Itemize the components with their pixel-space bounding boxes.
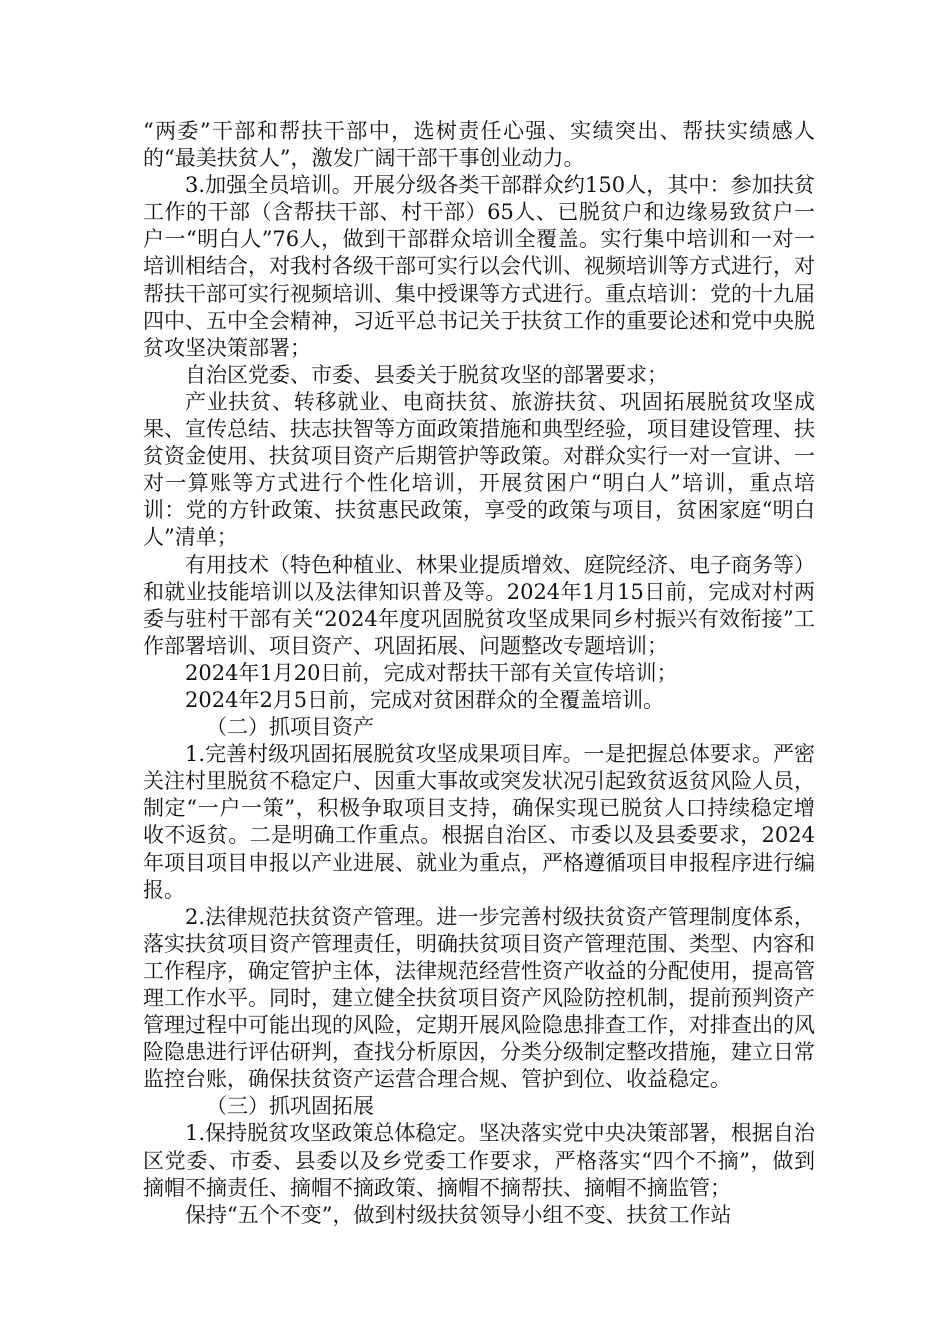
paragraph-12: 1.保持脱贫攻坚政策总体稳定。坚决落实党中央决策部署，根据自治区党委、市委、县委以及乡党委工作要求，严格落实“四个不摘”，做到摘帽不摘责任、摘帽不摘政策、摘帽不摘帮扶、摘帽不摘监管； — [143, 1121, 815, 1200]
paragraph-10: 2.法律规范扶贫资产管理。进一步完善村级扶贫资产管理制度体系，落实扶贫项目资产管理责任，明确扶贫项目资产管理范围、类型、内容和工作程序，确定管护主体，法律规范经营性资产收益的分配使用，提高管理工作水平。同时，建立健全扶贫项目资产风险防控机制，提前预判资产管理过程中可能出现的风险，定期开展风险隐患排查工作，对排查出的风险隐患进行评估研判，查找分析原因，分类分级制定整改措施，建立日常监控台账，确保扶贫资产运营合理合规、管护到位、收益稳定。 — [143, 904, 815, 1092]
paragraph-7: 2024年2月5日前，完成对贫困群众的全覆盖培训。 — [185, 687, 665, 712]
section-heading-2: （二）抓项目资产 — [206, 715, 374, 740]
paragraph-4: 产业扶贫、转移就业、电商扶贫、旅游扶贫、巩固拓展脱贫攻坚成果、宣传总结、扶志扶智等方面政策措施和典型经验，项目建设管理、扶贫资金使用、扶贫项目资产后期管护等政策。对群众实行一对一宣讲、一对一算账等方式进行个性化培训，开展贫困户“明白人”培训，重点培训：党的方针政策、扶贫惠民政策，享受的政策与项目，贫困家庭“明白人”清单； — [143, 389, 815, 550]
document-body — [143, 118, 815, 1229]
paragraph-3: 自治区党委、市委、县委关于脱贫攻坚的部署要求； — [185, 362, 668, 387]
paragraph-2: 3.加强全员培训。开展分级各类干部群众约150人，其中：参加扶贫工作的干部（含帮扶干部、村干部）65人、已脱贫户和边缘易致贫户一户一“明白人”76人，做到干部群众培训全覆盖。实行集中培训和一对一培训相结合，对我村各级干部可实行以会代训、视频培训等方式进行，对帮扶干部可实行视频培训、集中授课等方式进行。重点培训：党的十九届四中、五中全会精神，习近平总书记关于扶贫工作的重要论述和党中央脱贫攻坚决策部署； — [143, 173, 815, 360]
section-heading-3: （三）抓巩固拓展 — [206, 1094, 374, 1119]
paragraph-1: “两委”干部和帮扶干部中，选树责任心强、实绩突出、帮扶实绩感人的“最美扶贫人”，激发广阔干部干事创业动力。 — [143, 119, 815, 171]
paragraph-6: 2024年1月20日前，完成对帮扶干部有关宣传培训； — [185, 660, 678, 685]
paragraph-5: 有用技术（特色种植业、林果业提质增效、庭院经济、电子商务等）和就业技能培训以及法律知识普及等。2024年1月15日前，完成对村两委与驻村干部有关“2024年度巩固脱贫攻坚成果同乡村振兴有效衔接”工作部署培训、项目资产、巩固拓展、问题整改专题培训； — [143, 552, 815, 658]
paragraph-9: 1.完善村级巩固拓展脱贫攻坚成果项目库。一是把握总体要求。严密关注村里脱贫不稳定户、因重大事故或突发状况引起致贫返贫风险人员，制定“一户一策”，积极争取项目支持，确保实现已脱贫人口持续稳定增收不返贫。二是明确工作重点。根据自治区、市委以及县委要求，2024年项目项目申报以产业进展、就业为重点，严格遵循项目申报程序进行编报。 — [143, 742, 815, 902]
paragraph-13: 保持“五个不变”，做到村级扶贫领导小组不变、扶贫工作站 — [185, 1202, 732, 1227]
